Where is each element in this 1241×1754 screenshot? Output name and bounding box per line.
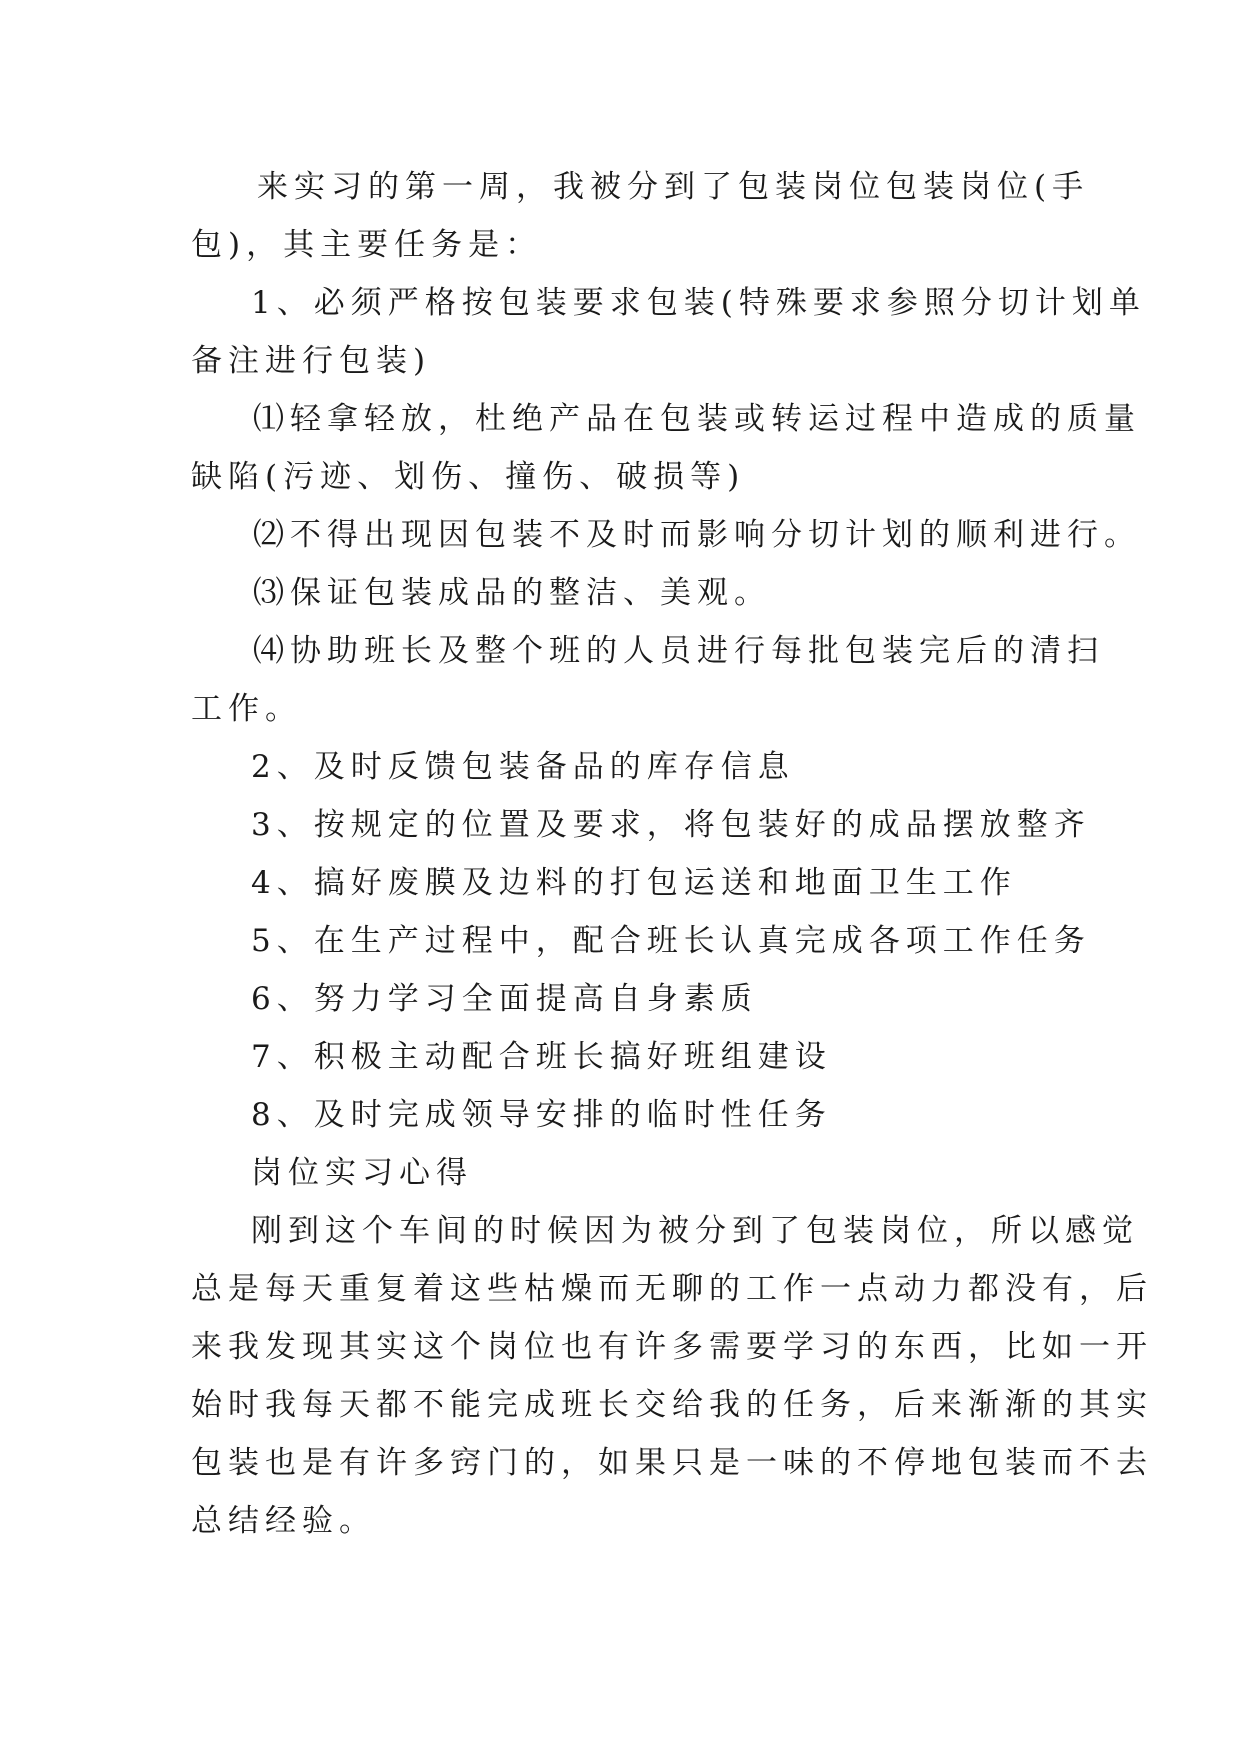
paragraph-line: 包)，其主要任务是： [191, 227, 543, 263]
paragraph-line: 备注进行包装) [191, 343, 432, 379]
paragraph-line: 刚到这个车间的时候因为被分到了包装岗位，所以感觉 [251, 1213, 1139, 1249]
section-heading: 岗位实习心得 [251, 1155, 473, 1191]
paragraph-line: 总是每天重复着这些枯燥而无聊的工作一点动力都没有，后 [191, 1271, 1153, 1307]
list-item: 5、在生产过程中，配合班长认真完成各项工作任务 [251, 923, 1091, 959]
paragraph-line: 总结经验。 [191, 1503, 376, 1539]
sub-list-item: ⑷协助班长及整个班的人员进行每批包装完后的清扫 [253, 633, 1104, 669]
paragraph-line: 来我发现其实这个岗位也有许多需要学习的东西，比如一开 [191, 1329, 1153, 1365]
list-item: 7、积极主动配合班长搞好班组建设 [251, 1039, 832, 1075]
document-body [191, 158, 1153, 1550]
sub-list-item: ⑵不得出现因包装不及时而影响分切计划的顺利进行。 [253, 517, 1141, 553]
sub-list-item: ⑶保证包装成品的整洁、美观。 [253, 575, 771, 611]
paragraph-line: 包装也是有许多窍门的，如果只是一味的不停地包装而不去 [191, 1445, 1153, 1481]
paragraph-line: 工作。 [191, 691, 302, 727]
list-item: 3、按规定的位置及要求，将包装好的成品摆放整齐 [251, 807, 1091, 843]
list-item: 6、努力学习全面提高自身素质 [251, 981, 758, 1017]
list-item: 1、必须严格按包装要求包装(特殊要求参照分切计划单 [251, 285, 1146, 321]
sub-list-item: ⑴轻拿轻放，杜绝产品在包装或转运过程中造成的质量 [253, 401, 1141, 437]
list-item: 2、及时反馈包装备品的库存信息 [251, 749, 795, 785]
paragraph-line: 来实习的第一周，我被分到了包装岗位包装岗位(手 [257, 169, 1090, 205]
list-item: 4、搞好废膜及边料的打包运送和地面卫生工作 [251, 865, 1017, 901]
paragraph-line: 缺陷(污迹、划伤、撞伤、破损等) [191, 459, 746, 495]
list-item: 8、及时完成领导安排的临时性任务 [251, 1097, 832, 1133]
paragraph-line: 始时我每天都不能完成班长交给我的任务，后来渐渐的其实 [191, 1387, 1153, 1423]
